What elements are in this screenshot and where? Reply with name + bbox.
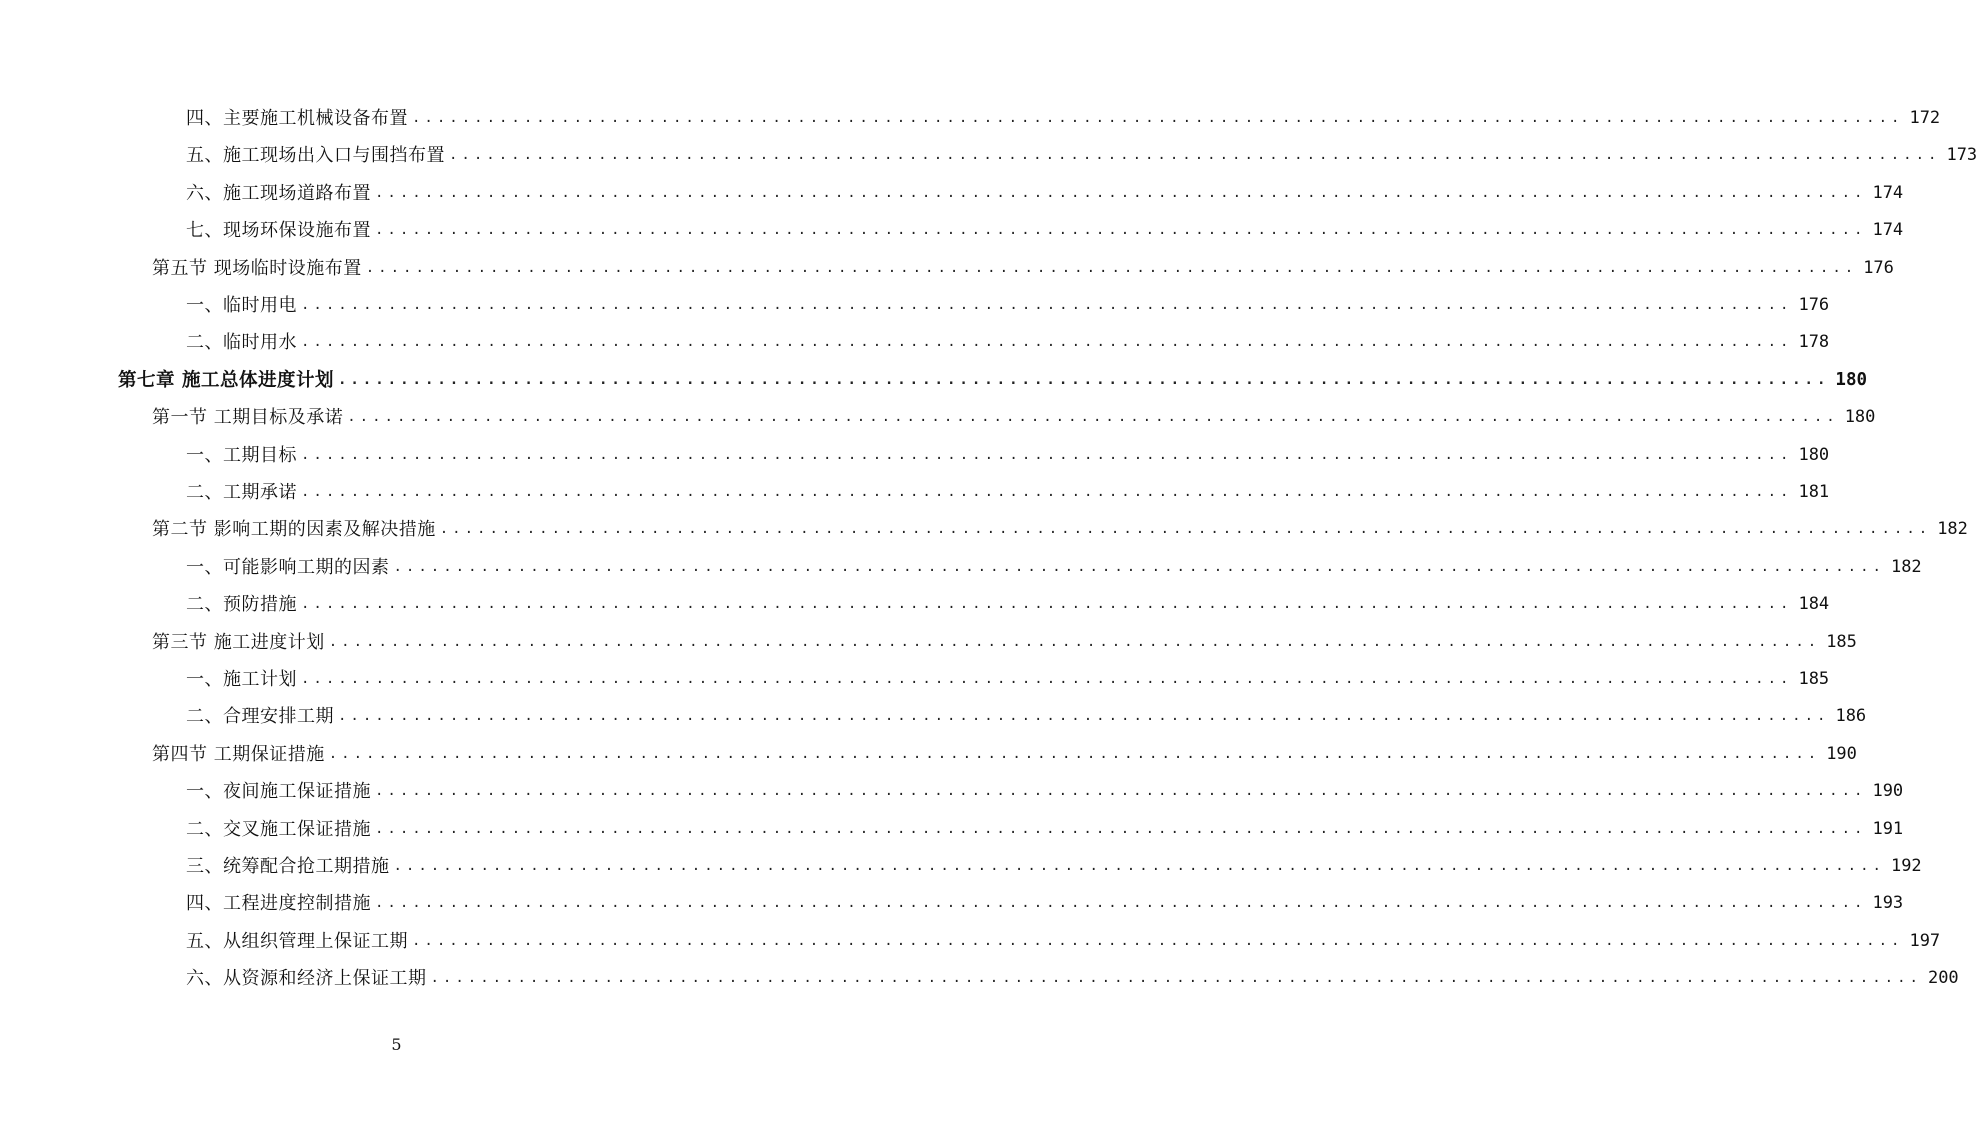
toc-dot-leader: ........................................................................................................................ xyxy=(439,521,1932,538)
toc-entry-page: 172 xyxy=(1909,108,1941,128)
toc-entry-title: 第一节 工期目标及承诺 xyxy=(152,407,344,429)
toc-entry[interactable] xyxy=(186,437,1830,474)
toc-entry[interactable] xyxy=(186,287,1830,324)
toc-entry[interactable] xyxy=(186,848,1922,885)
toc-entry[interactable] xyxy=(186,960,1959,997)
toc-entry-title: 第五节 现场临时设施布置 xyxy=(152,257,362,279)
toc-entry[interactable] xyxy=(152,511,1968,548)
toc-entry-title: 二、预防措施 xyxy=(186,594,297,616)
toc-entry[interactable] xyxy=(186,175,1904,212)
toc-entry[interactable] xyxy=(186,773,1904,810)
toc-entry-page: 185 xyxy=(1798,669,1830,689)
toc-entry-title: 四、工程进度控制措施 xyxy=(186,893,371,915)
toc-entry-page: 181 xyxy=(1798,482,1830,502)
toc-entry-title: 第二节 影响工期的因素及解决措施 xyxy=(152,519,436,541)
toc-dot-leader: ........................................................................................................................ xyxy=(338,708,1830,725)
toc-entry[interactable] xyxy=(186,586,1830,623)
toc-entry-page: 185 xyxy=(1826,631,1857,652)
toc-entry-page: 186 xyxy=(1835,706,1867,727)
toc-dot-leader: ........................................................................................................................ xyxy=(412,932,1904,949)
toc-entry-title: 三、统筹配合抢工期措施 xyxy=(186,856,390,877)
toc-dot-leader: ........................................................................................................................ xyxy=(337,371,1830,388)
toc-dot-leader: ........................................................................................................................ xyxy=(328,745,1821,762)
toc-entry-page: 193 xyxy=(1872,893,1904,914)
toc-dot-leader: ........................................................................................................................ xyxy=(365,259,1858,276)
toc-entry-title: 一、临时用电 xyxy=(186,295,297,316)
toc-dot-leader: ........................................................................................................................ xyxy=(375,820,1867,837)
toc-dot-leader: ........................................................................................................................ xyxy=(301,596,1793,613)
toc-dot-leader: ........................................................................................................................ xyxy=(449,147,1941,164)
toc-entry-title: 二、工期承诺 xyxy=(186,482,297,503)
toc-entry[interactable] xyxy=(186,661,1830,698)
toc-entry-page: 192 xyxy=(1890,856,1922,876)
toc-dot-leader: ........................................................................................................................ xyxy=(301,334,1793,351)
toc-dot-leader: ........................................................................................................................ xyxy=(393,558,1885,575)
toc-entry-page: 197 xyxy=(1909,930,1941,951)
toc-entry-page: 176 xyxy=(1863,257,1894,278)
toc-entry[interactable] xyxy=(186,100,1941,137)
toc-dot-leader: ........................................................................................................................ xyxy=(375,222,1867,239)
toc-entry[interactable] xyxy=(186,811,1904,848)
toc-entry-page: 174 xyxy=(1872,182,1904,203)
toc-entry-page: 191 xyxy=(1872,818,1904,839)
toc-entry-title: 四、主要施工机械设备布置 xyxy=(186,108,408,129)
toc-entry-page: 178 xyxy=(1798,332,1830,353)
toc-entry-title: 第七章 施工总体进度计划 xyxy=(118,369,334,391)
toc-entry-page: 176 xyxy=(1798,295,1830,315)
toc-entry[interactable] xyxy=(186,474,1830,511)
page-number: 5 xyxy=(391,1035,402,1054)
toc-dot-leader: ........................................................................................................................ xyxy=(412,110,1904,126)
toc-entry-page: 182 xyxy=(1890,556,1922,577)
toc-dot-leader: ........................................................................................................................ xyxy=(301,671,1793,687)
toc-entry-title: 第三节 施工进度计划 xyxy=(152,631,325,653)
toc-entry-page: 180 xyxy=(1844,407,1876,428)
toc-entry-page: 182 xyxy=(1937,519,1968,540)
toc-dot-leader: ........................................................................................................................ xyxy=(375,783,1867,800)
toc-entry[interactable] xyxy=(186,923,1941,960)
toc-dot-leader: ........................................................................................................................ xyxy=(301,297,1793,313)
toc-dot-leader: ........................................................................................................................ xyxy=(347,409,1839,426)
toc-entry-title: 二、交叉施工保证措施 xyxy=(186,818,371,840)
toc-entry-title: 一、工期目标 xyxy=(186,444,297,466)
toc-entry-title: 一、可能影响工期的因素 xyxy=(186,556,390,578)
toc-entry[interactable] xyxy=(152,624,1857,661)
toc-entry-title: 七、现场环保设施布置 xyxy=(186,220,371,242)
toc-entry-page: 173 xyxy=(1946,145,1977,166)
toc-dot-leader: ........................................................................................................................ xyxy=(375,895,1867,912)
toc-entry-title: 一、施工计划 xyxy=(186,669,297,690)
toc-entry[interactable] xyxy=(152,736,1857,773)
toc-dot-leader: ........................................................................................................................ xyxy=(301,446,1793,463)
toc-entry[interactable] xyxy=(186,137,1977,174)
toc-entry[interactable] xyxy=(186,549,1922,586)
toc-dot-leader: ........................................................................................................................ xyxy=(375,184,1867,201)
toc-entry-page: 180 xyxy=(1835,369,1868,390)
toc-entry-page: 190 xyxy=(1872,781,1904,802)
toc-entry[interactable] xyxy=(186,324,1830,361)
toc-entry-page: 174 xyxy=(1872,220,1904,241)
toc-dot-leader: ........................................................................................................................ xyxy=(393,858,1885,874)
toc-entry-title: 二、临时用水 xyxy=(186,332,297,354)
toc-entry[interactable] xyxy=(186,212,1904,249)
toc-entry-title: 第四节 工期保证措施 xyxy=(152,743,325,765)
toc-dot-leader: ........................................................................................................................ xyxy=(328,633,1821,650)
toc-entry[interactable] xyxy=(118,362,1868,399)
toc-entry[interactable] xyxy=(152,250,1894,287)
toc-dot-leader: ........................................................................................................................ xyxy=(301,484,1793,500)
toc-entry-title: 五、施工现场出入口与围挡布置 xyxy=(186,145,445,167)
toc-entry[interactable] xyxy=(186,885,1904,922)
toc-dot-leader: ........................................................................................................................ xyxy=(430,970,1922,987)
toc-entry-title: 六、从资源和经济上保证工期 xyxy=(186,968,427,990)
toc-entry-title: 五、从组织管理上保证工期 xyxy=(186,930,408,952)
toc-entry-title: 六、施工现场道路布置 xyxy=(186,182,371,204)
toc-entry[interactable] xyxy=(152,399,1876,436)
toc-entry-title: 二、合理安排工期 xyxy=(186,706,334,728)
toc-entry-title: 一、夜间施工保证措施 xyxy=(186,781,371,803)
toc-entry[interactable] xyxy=(186,698,1867,735)
toc-entry-page: 180 xyxy=(1798,444,1830,465)
toc-entry-page: 190 xyxy=(1826,743,1857,764)
toc-entry-page: 200 xyxy=(1927,968,1959,989)
toc-entry-page: 184 xyxy=(1798,594,1830,615)
